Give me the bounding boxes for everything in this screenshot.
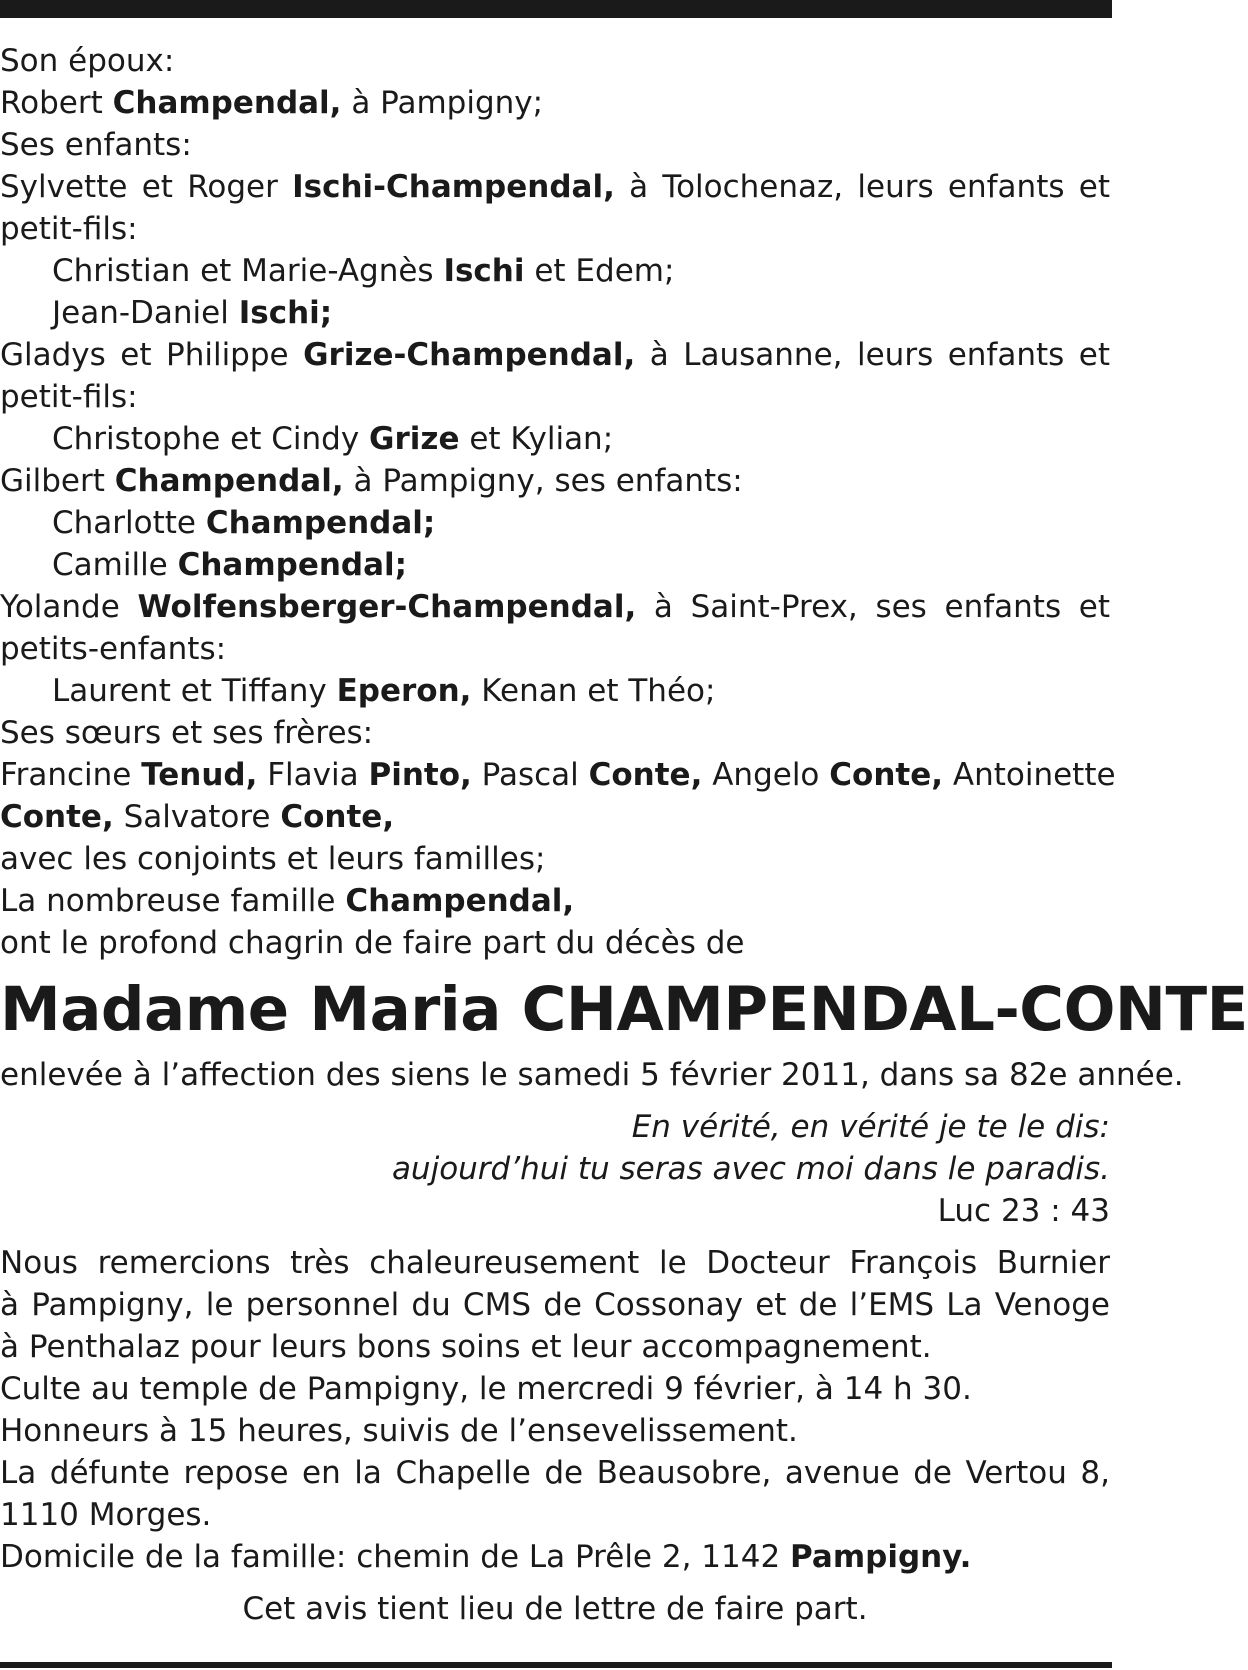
surname: Conte,: [588, 757, 703, 793]
text: petits-enfants:: [0, 631, 227, 667]
text: Pascal: [471, 757, 589, 793]
text: Francine: [0, 757, 142, 793]
announcement-line: enlevée à l’affection des siens le samedi 5 février 2011, dans sa 82e année.: [0, 1057, 1184, 1093]
family-line: [0, 754, 1116, 796]
family-line: [0, 250, 1110, 292]
family-line: [0, 292, 1110, 334]
text: Laurent et Tiffany: [52, 673, 337, 709]
text: ont le profond chagrin de faire part du décès de: [0, 925, 745, 961]
spacer: [0, 1232, 1110, 1242]
town: Pampigny.: [790, 1539, 972, 1575]
family-line: [0, 880, 1110, 922]
closing-line: Honneurs à 15 heures, suivis de l’ensevelissement.: [0, 1413, 798, 1449]
family-line: [0, 376, 1110, 418]
surname: Grize: [369, 421, 460, 457]
text: Jean-Daniel: [52, 295, 239, 331]
closing-line: Culte au temple de Pampigny, le mercredi 9 février, à 14 h 30.: [0, 1371, 972, 1407]
text: Yolande: [0, 589, 138, 625]
text: Domicile de la famille: chemin de La Prêle 2, 1142: [0, 1539, 791, 1575]
text: et Edem;: [524, 253, 675, 289]
surname: Champendal;: [205, 505, 436, 541]
text: Gilbert: [0, 463, 115, 499]
surname: Conte,: [829, 757, 944, 793]
spacer: [0, 1096, 1110, 1106]
text: à Pampigny;: [341, 85, 544, 121]
text: petit-fils:: [0, 211, 138, 247]
family-line: [0, 208, 1110, 250]
text: à Tolochenaz, leurs enfants et: [614, 169, 1110, 205]
closing-line: 1110 Morges.: [0, 1497, 212, 1533]
spacer: [0, 1578, 1110, 1588]
text: Camille: [52, 547, 178, 583]
surname: Champendal,: [345, 883, 575, 919]
family-line: [0, 334, 1110, 376]
text: à Lausanne, leurs enfants et: [635, 337, 1111, 373]
family-line: [0, 40, 1110, 82]
text: Salvatore: [113, 799, 281, 835]
surname: Eperon,: [336, 673, 472, 709]
surname: Conte,: [0, 799, 114, 835]
top-rule: [0, 0, 1112, 18]
text: Ses enfants:: [0, 127, 192, 163]
text: avec les conjoints et leurs familles;: [0, 841, 546, 877]
text: à Saint-Prex, ses enfants et: [636, 589, 1110, 625]
surname: Conte,: [280, 799, 395, 835]
text: La nombreuse famille: [0, 883, 346, 919]
text: Sylvette et Roger: [0, 169, 293, 205]
surname: Wolfensberger-Champendal,: [137, 589, 637, 625]
text: Christian et Marie-Agnès: [52, 253, 444, 289]
family-line: [0, 544, 1110, 586]
closing-line: La défunte repose en la Chapelle de Beausobre, avenue de Vertou 8,: [0, 1455, 1110, 1491]
family-line: [0, 586, 1110, 628]
family-line: [0, 712, 1110, 754]
surname: Grize-Champendal,: [303, 337, 636, 373]
obituary-notice: [0, 40, 1248, 1630]
family-line: [0, 670, 1110, 712]
surname: Champendal,: [114, 463, 344, 499]
family-line: [0, 838, 1110, 880]
family-line: [0, 922, 1110, 964]
quote-line: En vérité, en vérité je te le dis:: [631, 1109, 1110, 1145]
surname: Ischi: [443, 253, 525, 289]
text: Robert: [0, 85, 113, 121]
quote-line: aujourd’hui tu seras avec moi dans le paradis.: [391, 1151, 1110, 1187]
bottom-rule: [0, 1662, 1112, 1668]
surname: Tenud,: [141, 757, 258, 793]
family-line: [0, 628, 1110, 670]
surname: Ischi;: [238, 295, 333, 331]
family-line: [0, 82, 1110, 124]
closing-line: [0, 1536, 1110, 1578]
family-line: [0, 502, 1110, 544]
surname: Champendal;: [177, 547, 408, 583]
closing-line: à Penthalaz pour leurs bons soins et leur accompagnement.: [0, 1329, 932, 1365]
text: petit-fils:: [0, 379, 138, 415]
text: Charlotte: [52, 505, 206, 541]
text: Gladys et Philippe: [0, 337, 304, 373]
text: Son époux:: [0, 43, 175, 79]
family-line: [0, 124, 1110, 166]
closing-line: Nous remercions très chaleureusement le Docteur François Burnier: [0, 1245, 1110, 1281]
text: Ses sœurs et ses frères:: [0, 715, 374, 751]
text: Kenan et Théo;: [471, 673, 716, 709]
text: à Pampigny, ses enfants:: [343, 463, 743, 499]
text: Christophe et Cindy: [52, 421, 370, 457]
family-line: [0, 166, 1110, 208]
text: et Kylian;: [459, 421, 614, 457]
deceased-name: Madame Maria CHAMPENDAL-CONTE: [0, 974, 1248, 1045]
text: Angelo: [702, 757, 830, 793]
footer-note: Cet avis tient lieu de lettre de faire part.: [242, 1591, 868, 1627]
family-line: [0, 418, 1110, 460]
family-line: [0, 796, 1110, 838]
surname: Champendal,: [112, 85, 342, 121]
surname: Pinto,: [368, 757, 472, 793]
surname: Ischi-Champendal,: [292, 169, 615, 205]
family-line: [0, 460, 1110, 502]
closing-line: à Pampigny, le personnel du CMS de Cossonay et de l’EMS La Venoge: [0, 1287, 1110, 1323]
quote-reference: Luc 23 : 43: [937, 1193, 1110, 1229]
text: Antoinette: [943, 757, 1116, 793]
text: Flavia: [257, 757, 369, 793]
